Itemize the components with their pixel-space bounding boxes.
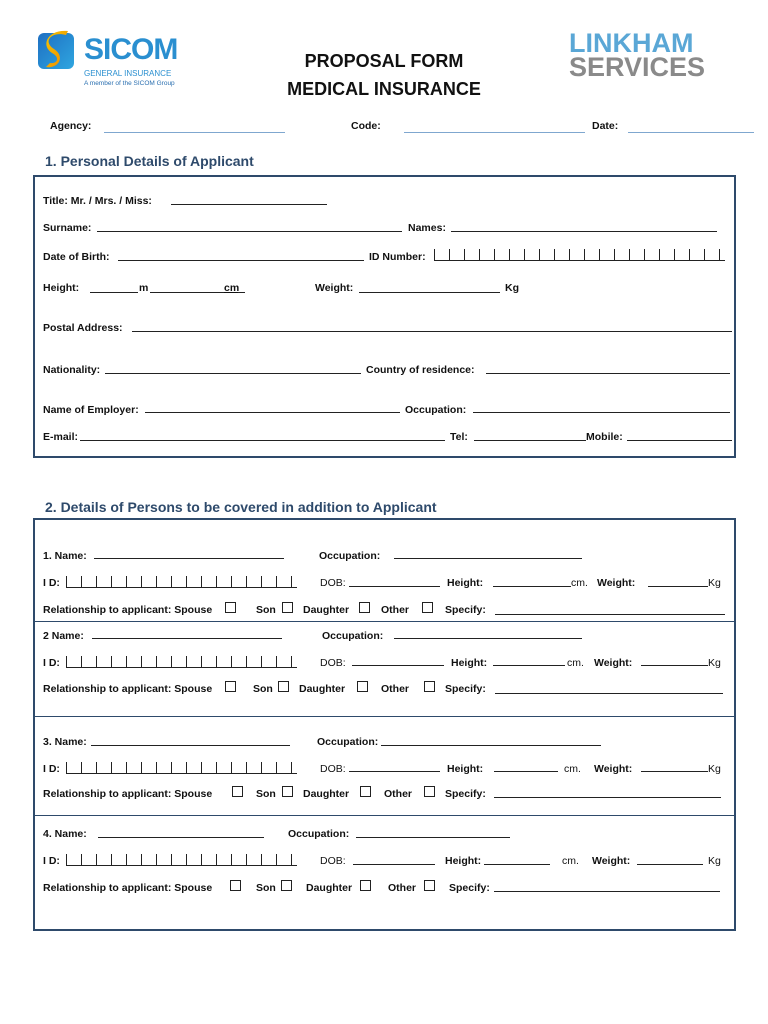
other-label: Other [381,683,410,695]
other-label: Other [384,788,413,800]
person-name-label: 1. Name: [43,550,87,562]
person-occupation-label: Occupation: [322,630,384,642]
code-field[interactable] [404,132,585,133]
occupation-label: Occupation: [405,404,467,416]
other-label: Other [381,604,410,616]
surname-label: Surname: [43,222,92,234]
specify-field[interactable] [494,797,721,798]
person-height-field[interactable] [493,665,565,666]
person-height-unit: cm. [571,577,588,589]
specify-field[interactable] [495,614,725,615]
person-weight-label: Weight: [594,657,633,669]
email-field[interactable] [80,440,445,441]
sicom-tagline: A member of the SICOM Group [84,80,175,87]
daughter-checkbox[interactable] [360,786,371,797]
person-id-field[interactable] [66,656,297,668]
dob-label: Date of Birth: [43,251,110,263]
son-label: Son [256,788,276,800]
person-weight-unit: Kg [708,657,721,669]
son-label: Son [253,683,273,695]
height-m-unit: m [139,282,149,294]
id-number-label: ID Number: [369,251,426,263]
section1-heading: 1. Personal Details of Applicant [45,153,254,169]
linkham-word: LINKHAM [569,28,694,58]
height-cm-tail [238,292,245,293]
names-label: Names: [408,222,446,234]
person-id-field[interactable] [66,854,297,866]
relationship-label: Relationship to applicant: Spouse [43,683,213,695]
person-name-field[interactable] [98,837,264,838]
person-id-label: I D: [43,763,60,775]
person-id-field[interactable] [66,576,297,588]
person-occupation-label: Occupation: [288,828,350,840]
daughter-label: Daughter [303,604,350,616]
spouse-checkbox[interactable] [232,786,243,797]
person-height-field[interactable] [494,771,558,772]
country-field[interactable] [486,373,730,374]
nationality-label: Nationality: [43,364,101,376]
surname-field[interactable] [97,231,402,232]
person-weight-label: Weight: [594,763,633,775]
other-checkbox[interactable] [424,786,435,797]
email-label: E-mail: [43,431,79,443]
relationship-label: Relationship to applicant: Spouse [43,882,213,894]
person-height-unit: cm. [567,657,584,669]
person-dob-field[interactable] [352,665,444,666]
date-label: Date: [592,120,619,132]
nationality-field[interactable] [105,373,361,374]
person-name-field[interactable] [92,638,282,639]
person-dob-field[interactable] [349,771,440,772]
person-weight-label: Weight: [592,855,631,867]
person-height-field[interactable] [493,586,571,587]
person-name-field[interactable] [94,558,284,559]
person-occupation-label: Occupation: [317,736,379,748]
services-word: SERVICES [569,52,706,82]
person-occupation-label: Occupation: [319,550,381,562]
son-label: Son [256,604,276,616]
row-divider [35,716,734,717]
person-weight-field[interactable] [637,864,703,865]
sicom-emblem-icon [36,27,82,73]
agency-field[interactable] [104,132,285,133]
person-dob-field[interactable] [349,586,440,587]
son-label: Son [256,882,276,894]
code-label: Code: [351,120,381,132]
person-occupation-field[interactable] [394,558,582,559]
weight-unit: Kg [505,282,519,294]
date-field[interactable] [628,132,754,133]
person-weight-label: Weight: [597,577,636,589]
title-label: Title: Mr. / Mrs. / Miss: [43,195,152,207]
weight-field[interactable] [359,292,500,293]
spouse-checkbox[interactable] [225,681,236,692]
form-title-line2: MEDICAL INSURANCE [287,79,481,99]
person-height-field[interactable] [484,864,550,865]
person-weight-unit: Kg [708,763,721,775]
sicom-subtitle: GENERAL INSURANCE [84,69,172,78]
person-height-label: Height: [445,855,482,867]
person-id-field[interactable] [66,762,297,774]
specify-label: Specify: [445,788,486,800]
person-name-label: 2 Name: [43,630,84,642]
person-name-label: 4. Name: [43,828,87,840]
specify-field[interactable] [494,891,720,892]
title-field[interactable] [171,204,327,205]
person-dob-field[interactable] [353,864,435,865]
other-checkbox[interactable] [424,681,435,692]
person-occupation-field[interactable] [381,745,601,746]
tel-field[interactable] [474,440,586,441]
country-label: Country of residence: [366,364,475,376]
mobile-field[interactable] [627,440,732,441]
spouse-checkbox[interactable] [230,880,241,891]
daughter-checkbox[interactable] [360,880,371,891]
person-dob-label: DOB: [320,657,346,669]
height-cm-unit: cm [224,282,240,294]
person-height-label: Height: [447,577,484,589]
person-occupation-field[interactable] [356,837,510,838]
person-dob-label: DOB: [320,577,346,589]
person-height-label: Height: [447,763,484,775]
section2-heading: 2. Details of Persons to be covered in addition to Applicant [45,499,437,515]
specify-field[interactable] [495,693,723,694]
id-number-field[interactable] [434,249,725,261]
postal-address-label: Postal Address: [43,322,123,334]
person-occupation-field[interactable] [394,638,582,639]
names-field[interactable] [451,231,717,232]
relationship-label: Relationship to applicant: Spouse [43,604,213,616]
employer-field[interactable] [145,412,400,413]
dob-field[interactable] [118,260,364,261]
other-label: Other [388,882,417,894]
person-dob-label: DOB: [320,855,346,867]
other-checkbox[interactable] [424,880,435,891]
son-checkbox[interactable] [281,880,292,891]
other-checkbox[interactable] [422,602,433,613]
height-m-field[interactable] [90,292,138,293]
weight-label: Weight: [315,282,354,294]
person-name-field[interactable] [91,745,290,746]
daughter-label: Daughter [306,882,353,894]
daughter-checkbox[interactable] [357,681,368,692]
son-checkbox[interactable] [278,681,289,692]
specify-label: Specify: [445,683,486,695]
person-height-label: Height: [451,657,488,669]
person-weight-field[interactable] [641,665,708,666]
person-name-label: 3. Name: [43,736,87,748]
row-divider [35,815,734,816]
daughter-label: Daughter [299,683,346,695]
spouse-checkbox[interactable] [225,602,236,613]
person-id-label: I D: [43,577,60,589]
agency-label: Agency: [50,120,92,132]
height-label: Height: [43,282,80,294]
person-dob-label: DOB: [320,763,346,775]
sicom-name: SICOM [84,33,178,66]
son-checkbox[interactable] [282,602,293,613]
person-height-unit: cm. [562,855,579,867]
person-weight-unit: Kg [708,577,721,589]
specify-label: Specify: [449,882,490,894]
person-weight-unit: Kg [708,855,721,867]
person-id-label: I D: [43,855,60,867]
tel-label: Tel: [450,431,468,443]
row-divider [35,621,734,622]
person-weight-field[interactable] [648,586,708,587]
occupation-field[interactable] [473,412,730,413]
person-height-unit: cm. [564,763,581,775]
relationship-label: Relationship to applicant: Spouse [43,788,213,800]
postal-address-field[interactable] [132,331,732,332]
form-title-line1: PROPOSAL FORM [304,51,464,71]
person-id-label: I D: [43,657,60,669]
mobile-label: Mobile: [586,431,623,443]
specify-label: Specify: [445,604,486,616]
person-weight-field[interactable] [641,771,708,772]
employer-label: Name of Employer: [43,404,139,416]
daughter-label: Daughter [303,788,350,800]
height-cm-field[interactable] [150,292,224,293]
son-checkbox[interactable] [282,786,293,797]
daughter-checkbox[interactable] [359,602,370,613]
